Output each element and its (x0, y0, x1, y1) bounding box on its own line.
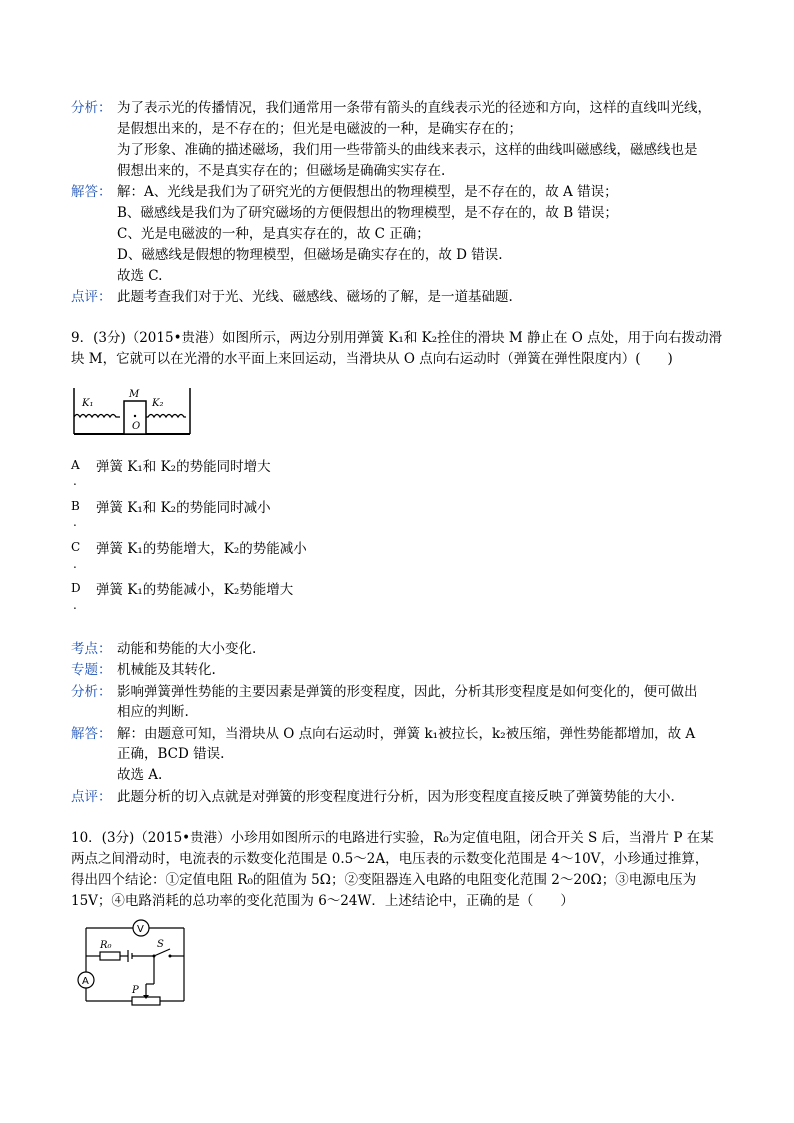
analysis-line: 是假想出来的，是不存在的；但光是电磁波的一种，是确实存在的； (117, 121, 522, 137)
o-label: O (132, 421, 141, 432)
voltmeter-label: V (137, 924, 144, 935)
zhuanti-label: 专题： (71, 662, 112, 678)
kaodian-label: 考点： (71, 641, 112, 657)
answer-line: D、磁感线是假想的物理模型，但磁场是确实存在的，故 D 错误. (117, 247, 503, 263)
slider-label: P (132, 985, 139, 996)
option-letter: B (71, 499, 80, 513)
answer-line: 故选 A. (117, 767, 163, 783)
answer-line: 解：A、光线是我们为了研究光的方便假想出的物理模型，是不存在的，故 A 错误； (117, 184, 618, 200)
comment-text: 此题分析的切入点就是对弹簧的形变程度进行分析，因为形变程度直接反映了弹簧势能的大小. (117, 789, 675, 805)
option-letter: C (71, 540, 81, 554)
option-letter: D (71, 581, 81, 595)
answer-line: 正确，BCD 错误. (117, 746, 225, 762)
analysis-line: 为了形象、准确的描述磁场，我们用一些带箭头的曲线来表示，这样的曲线叫磁感线，磁感线也是 (117, 142, 698, 158)
option-text: 弹簧 K₁的势能减小，K₂势能增大 (96, 582, 294, 598)
r0-label: R₀ (100, 940, 112, 951)
option-dot: . (73, 557, 77, 571)
question-10-stem: 得出四个结论：①定值电阻 R₀的阻值为 5Ω；②变阻器连入电路的电阻变化范围 2～20Ω；③电源电压为 (71, 872, 697, 888)
question-10-stem: 15V；④电路消耗的总功率的变化范围为 6～24W．上述结论中，正确的是（ ） (71, 893, 574, 909)
option-dot: . (73, 474, 77, 488)
answer-line: 解：由题意可知，当滑块从 O 点向右运动时，弹簧 k₁被拉长，k₂被压缩，弹性势能都增加，故 A (117, 726, 696, 742)
answer-line: C、光是电磁波的一种，是真实存在的，故 C 正确； (117, 226, 430, 242)
switch-label: S (157, 939, 164, 950)
answer-line: 故选 C. (117, 268, 163, 284)
answer-label: 解答： (71, 726, 112, 742)
analysis-line: 影响弹簧弹性势能的主要因素是弹簧的形变程度，因此，分析其形变程度是如何变化的，便可做出 (117, 684, 698, 700)
question-9-stem: 9．(3分)（2015•贵港）如图所示，两边分别用弹簧 K₁和 K₂拴住的滑块 M 静止在 O 点处，用于向右拨动滑 (71, 330, 723, 346)
kaodian-text: 动能和势能的大小变化. (117, 641, 257, 657)
m-label: M (129, 389, 140, 400)
question-10-stem: 10．(3分)（2015•贵港）小珍用如图所示的电路进行实验，R₀为定值电阻，闭合开关 S 后，当滑片 P 在某 (71, 830, 714, 846)
option-text: 弹簧 K₁和 K₂的势能同时减小 (96, 500, 271, 516)
option-dot: . (73, 598, 77, 612)
question-10-stem: 两点之间滑动时，电流表的示数变化范围是 0.5～2A，电压表的示数变化范围是 4～10V，小珍通过推算， (71, 851, 709, 867)
comment-label: 点评： (71, 789, 112, 805)
analysis-line: 假想出来的，不是真实存在的；但磁场是确确实实存在. (117, 163, 446, 179)
answer-label: 解答： (71, 184, 112, 200)
analysis-label: 分析： (71, 684, 112, 700)
zhuanti-text: 机械能及其转化. (117, 662, 216, 678)
comment-label: 点评： (71, 289, 112, 305)
option-dot: . (73, 515, 77, 529)
option-text: 弹簧 K₁的势能增大，K₂的势能减小 (96, 541, 307, 557)
answer-line: B、磁感线是我们为了研究磁场的方便假想出的物理模型，是不存在的，故 B 错误； (117, 205, 618, 221)
question-9-stem: 块 M，它就可以在光滑的水平面上来回运动，当滑块从 O 点向右运动时（弹簧在弹性限度内）( ) (71, 351, 673, 367)
circuit-diagram (74, 918, 190, 1006)
option-letter: A (71, 458, 80, 472)
k2-label: K₂ (152, 398, 164, 409)
comment-text: 此题考查我们对于光、光线、磁感线、磁场的了解，是一道基础题. (117, 289, 513, 305)
spring-block-figure (72, 384, 192, 438)
analysis-label: 分析： (71, 100, 112, 116)
ammeter-label: A (82, 976, 89, 987)
analysis-line: 为了表示光的传播情况，我们通常用一条带有箭头的直线表示光的径迹和方向，这样的直线叫光线， (117, 100, 711, 116)
option-text: 弹簧 K₁和 K₂的势能同时增大 (96, 459, 271, 475)
k1-label: K₁ (82, 398, 94, 409)
analysis-line: 相应的判断. (117, 704, 189, 720)
